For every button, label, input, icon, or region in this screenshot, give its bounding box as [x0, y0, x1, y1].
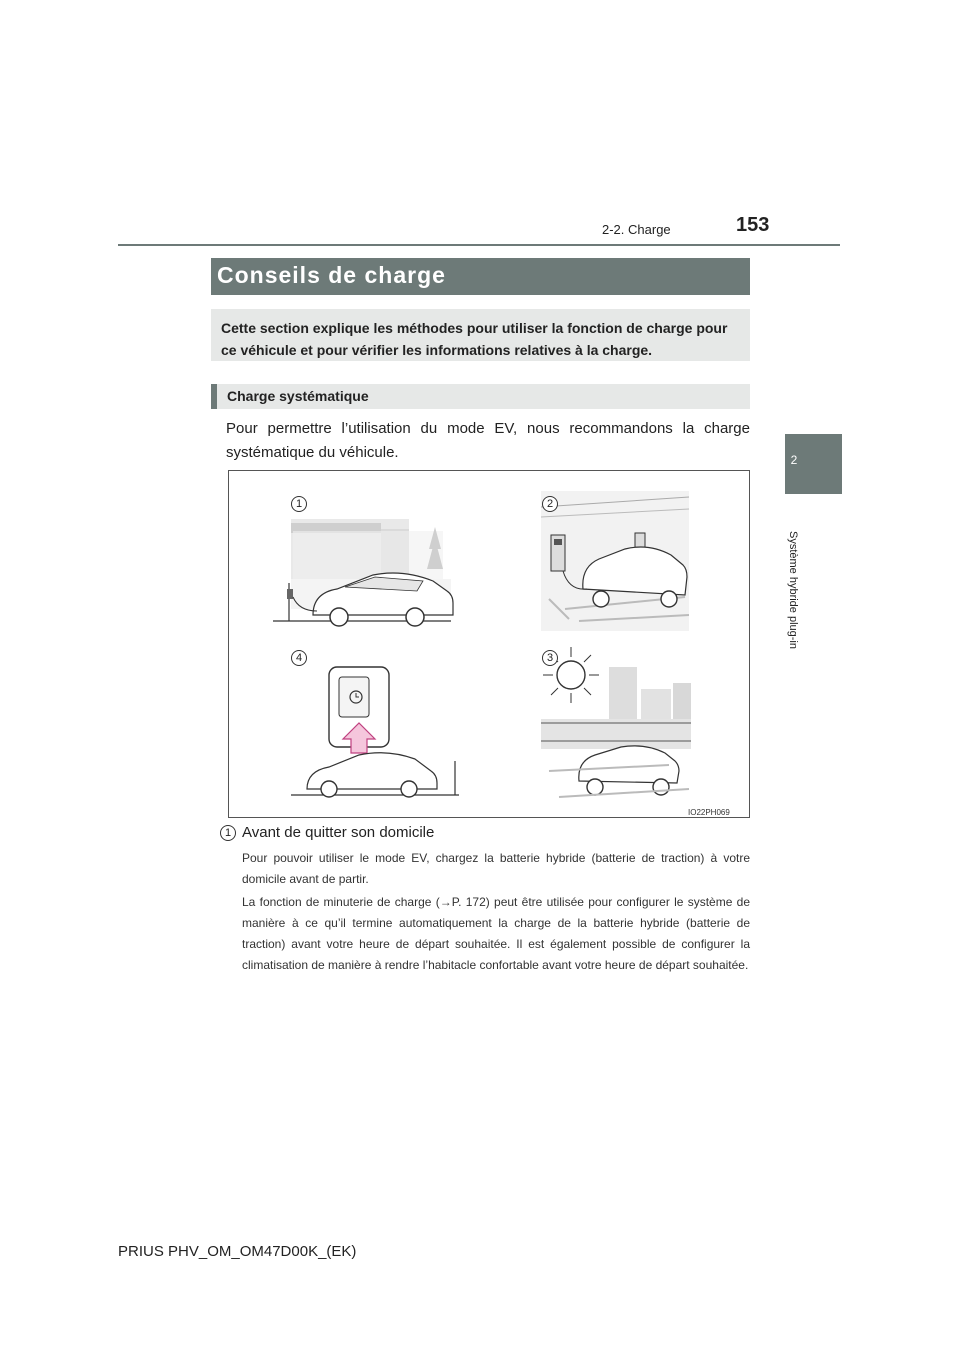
page-title: Conseils de charge — [211, 258, 750, 295]
chapter-tab-label-wrap — [780, 527, 806, 652]
figure-label-4: 4 — [291, 650, 307, 666]
footer-doc-code: PRIUS PHV_OM_OM47D00K_(EK) — [118, 1243, 357, 1260]
item-title: Avant de quitter son domicile — [242, 824, 435, 841]
scene-public-charging — [541, 491, 689, 631]
figure-label-1: 1 — [291, 496, 307, 512]
chapter-tab-label: Système hybride plug-in — [787, 530, 799, 649]
item-number-1: 1 — [220, 825, 236, 841]
scene-home-charging — [273, 519, 453, 626]
scene-timer-charging — [291, 667, 459, 797]
section-subheading: Charge systématique — [211, 384, 750, 409]
item-paragraph-1: Pour pouvoir utiliser le mode EV, chargez la batterie hybride (batterie de traction) à votre domicile avant de partir. — [242, 851, 750, 886]
chapter-tab-number: 2 — [790, 453, 798, 467]
figure-code: IO22PH069 — [688, 808, 730, 817]
body-paragraph: Pour permettre l’utilisation du mode EV, nous recommandons la charge systématique du véhicule. — [226, 420, 750, 461]
charging-scenes-illustration — [229, 471, 749, 817]
header-divider — [118, 244, 840, 246]
scene-midday-charging — [541, 647, 691, 797]
running-header-section: 2-2. Charge — [602, 222, 671, 237]
intro-box: Cette section explique les méthodes pour utiliser la fonction de charge pour ce véhicule et pour vérifier les informations relatives à la charge. — [211, 309, 750, 361]
illustration-figure — [228, 470, 750, 818]
item-paragraph-2: La fonction de minuterie de charge (→P. 172) peut être utilisée pour configurer le système de manière à ce qu’il termine automatiquement la charge de la batterie hybride (batterie de traction) avant votre heure de départ souhaitée. Il est également possible de configurer la climatisation de manière à rendre l’habitacle confortable avant votre heure de départ souhaitée. — [242, 895, 750, 972]
figure-label-3: 3 — [542, 650, 558, 666]
page-number: 153 — [736, 214, 770, 236]
figure-label-2: 2 — [542, 496, 558, 512]
